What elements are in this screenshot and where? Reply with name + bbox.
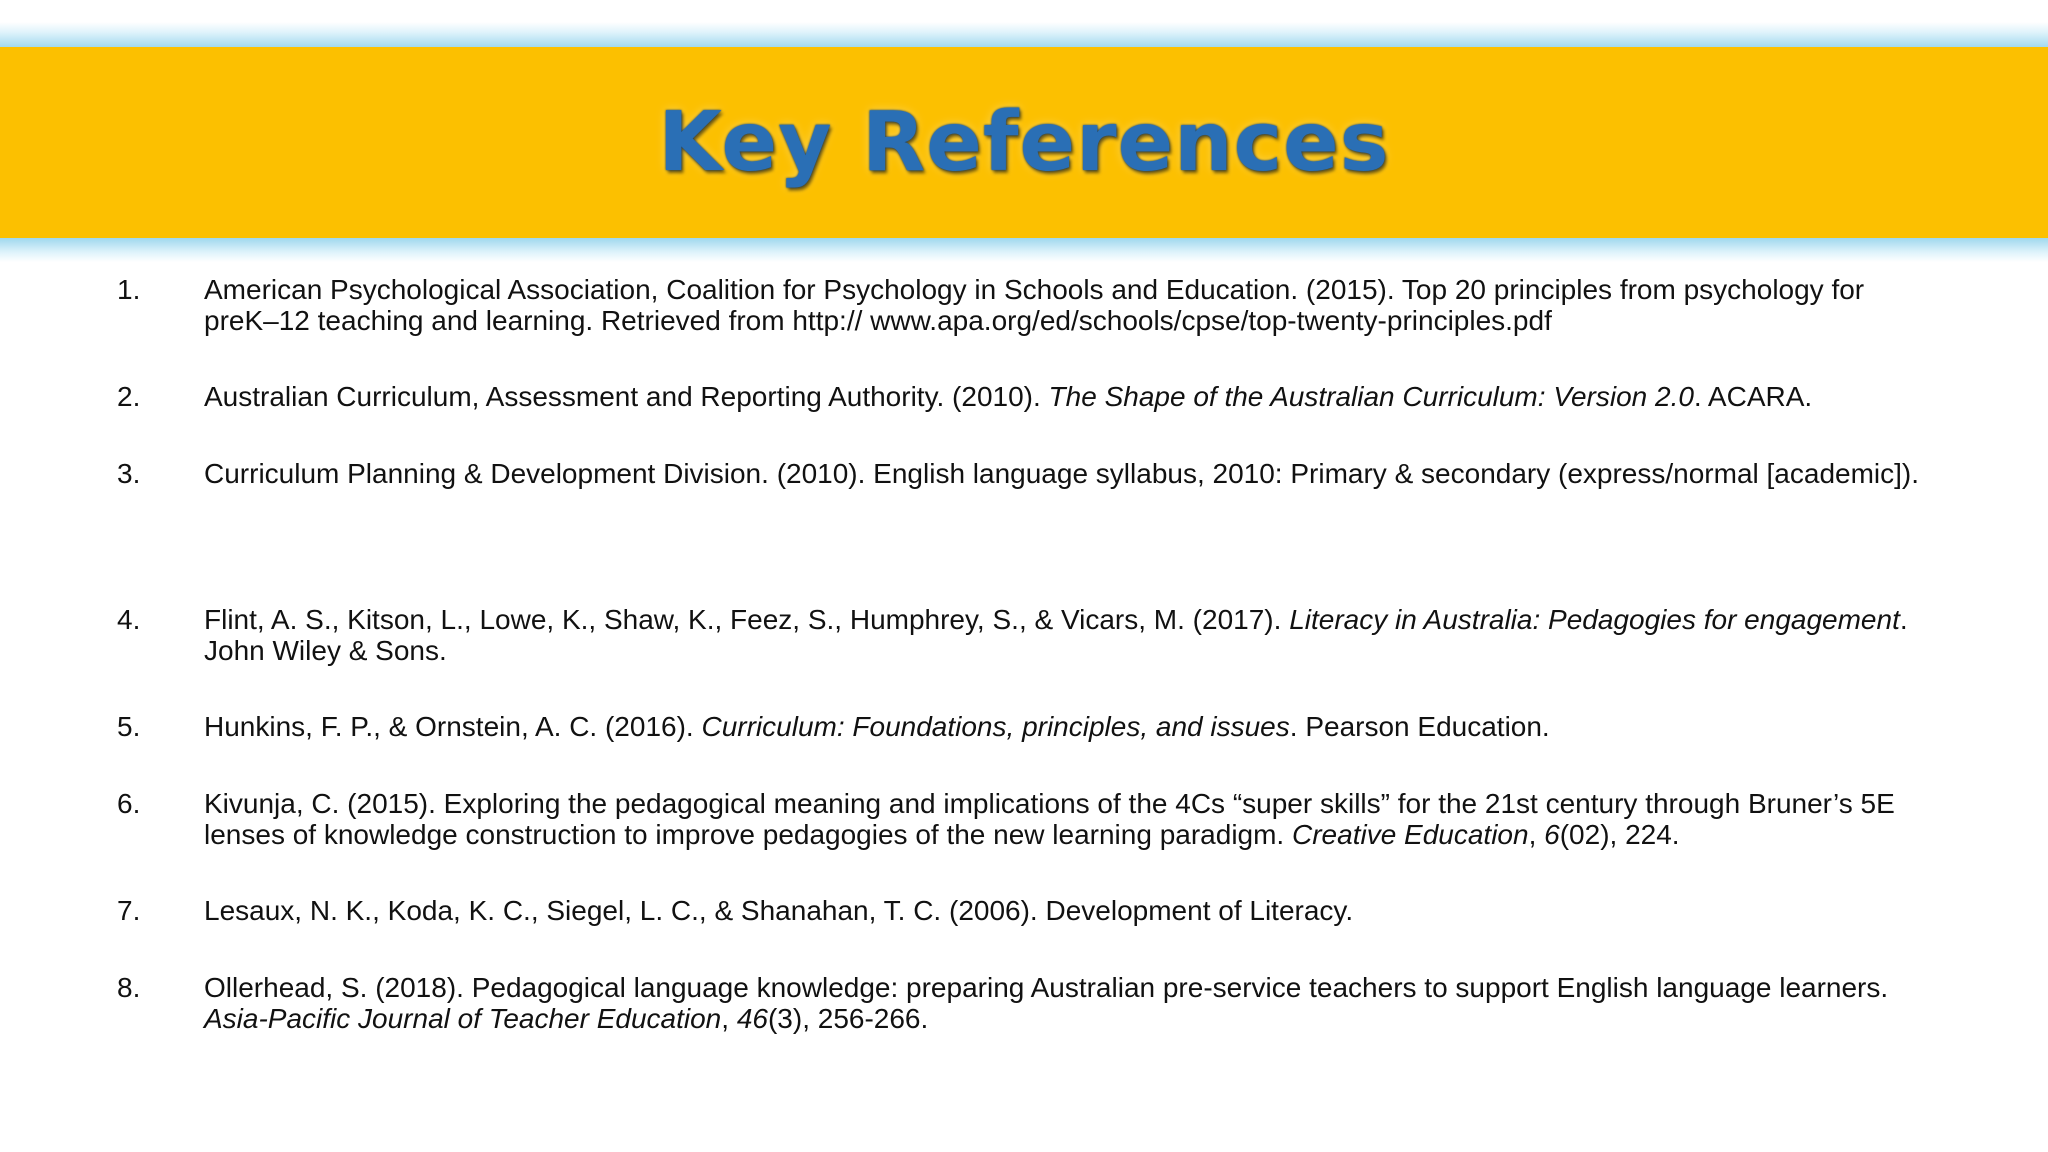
reference-number: 1. [117,274,141,305]
reference-number: 7. [117,895,141,926]
reference-text-part: Ollerhead, S. (2018). Pedagogical language knowledge: preparing Australian pre-service teachers to support English language learners. [204,972,1889,1003]
reference-text [204,972,1944,1034]
reference-text-part: (02), 224. [1559,819,1680,850]
reference-text [204,788,1944,850]
reference-volume-italic: 6 [1544,819,1560,850]
reference-journal-italic: Asia-Pacific Journal of Teacher Education [204,1003,722,1034]
reference-text [204,381,1944,412]
reference-text [204,458,1944,489]
reference-title-italic: The Shape of the Australian Curriculum: Version 2.0 [1048,381,1694,412]
reference-title-italic: Curriculum: Foundations, principles, and issues [701,711,1290,742]
reference-title-italic: Literacy in Australia: Pedagogies for engagement [1289,604,1900,635]
reference-text [204,895,1944,926]
reference-text [204,711,1944,742]
reference-text-part: Hunkins, F. P., & Ornstein, A. C. (2016). [204,711,702,742]
reference-text [204,274,1944,336]
reference-number: 6. [117,788,141,819]
reference-number: 2. [117,381,141,412]
reference-text-part: Australian Curriculum, Assessment and Reporting Authority. (2010). [204,381,1049,412]
reference-text-part: Kivunja, C. (2015). Exploring the pedagogical meaning and implications of the 4Cs “super skills” for the 21st century through Bruner’s 5E lenses of knowledge construction to improve pedagogies of the new learning paradigm. [204,788,1895,850]
reference-text-part: (3), 256-266. [767,1003,929,1034]
reference-number: 4. [117,604,141,635]
reference-text-part: . ACARA. [1693,381,1813,412]
reference-text-part: Flint, A. S., Kitson, L., Lowe, K., Shaw, K., Feez, S., Humphrey, S., & Vicars, M. (2017). [204,604,1290,635]
reference-number: 5. [117,711,141,742]
reference-volume-italic: 46 [736,1003,768,1034]
reference-text [204,604,1944,666]
slide-title: Key References [658,95,1390,190]
reference-journal-italic: Creative Education [1292,819,1529,850]
reference-number: 8. [117,972,141,1003]
reference-text-part: . Pearson Education. [1289,711,1550,742]
reference-text-part: , [1528,819,1545,850]
reference-text-part: . John Wiley & Sons. [204,604,1908,666]
reference-text-part: Curriculum Planning & Development Division. (2010). English language syllabus, 2010: Primary & secondary (express/normal [academic]). [204,458,1920,489]
reference-text-part: , [721,1003,737,1034]
reference-number: 3. [117,458,141,489]
reference-text-part: American Psychological Association, Coalition for Psychology in Schools and Education. (2015). Top 20 principles from psychology for preK–12 teaching and learning. Retrieved from http:// www.apa.org/ed/schools/cpse/top-twenty-principles.pdf [204,274,1865,336]
reference-text-part: Lesaux, N. K., Koda, K. C., Siegel, L. C., & Shanahan, T. C. (2006). Development of Literacy. [204,895,1354,926]
